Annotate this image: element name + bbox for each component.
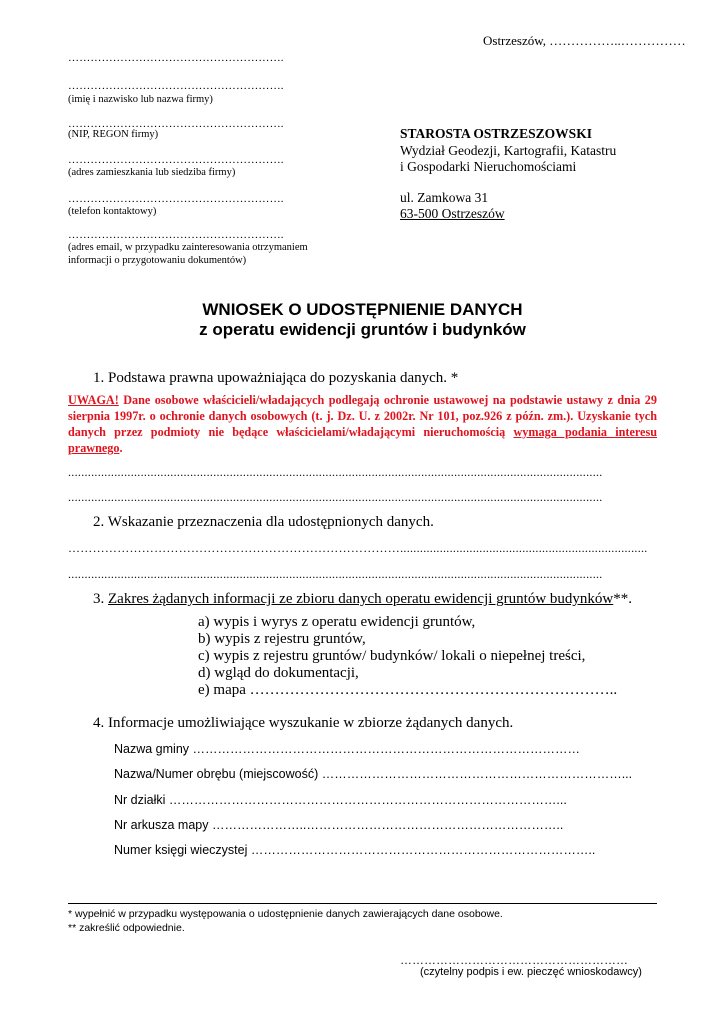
footnote-2: ** zakreślić odpowiednie. xyxy=(68,922,185,934)
signature-label: (czytelny podpis i ew. pieczęć wnioskodawcy) xyxy=(420,966,642,978)
applicant-address-field[interactable]: …………………………………………………. xyxy=(68,154,284,166)
place-date[interactable]: Ostrzeszów, ……………..…………… xyxy=(483,33,686,48)
applicant-address-label: (adres zamieszkania lub siedziba firmy) xyxy=(68,167,236,178)
signature-field[interactable]: ………………………………………………… xyxy=(400,953,628,967)
applicant-nip-field[interactable]: …………………………………………………. xyxy=(68,118,284,130)
field-precinct[interactable]: Nazwa/Numer obrębu (miejscowość) ………………………………………………………………... xyxy=(114,767,633,781)
section-2-label: 2. Wskazanie przeznaczenia dla udostępnionych danych. xyxy=(93,514,434,530)
section-2-fill-line-1[interactable]: ………………………………………………………………………........................................................................... xyxy=(68,541,648,555)
field-plot-number[interactable]: Nr działki …………………………………………………………………………………... xyxy=(114,793,567,807)
scope-option-e[interactable]: e) mapa ……………………………………………………………….. xyxy=(198,682,618,698)
applicant-email-label-1: (adres email, w przypadku zainteresowania otrzymaniem xyxy=(68,242,308,253)
section-1-label: 1. Podstawa prawna upoważniająca do pozyskania danych. * xyxy=(93,370,459,386)
personal-data-warning xyxy=(68,392,657,456)
section-3-end: **. xyxy=(613,591,632,607)
applicant-phone-field[interactable]: …………………………………………………. xyxy=(68,193,284,205)
field-map-sheet[interactable]: Nr arkusza mapy …………………..…………………………………………………….. xyxy=(114,818,564,832)
section-3-title: Zakres żądanych informacji ze zbioru danych operatu ewidencji gruntów budynków xyxy=(108,591,614,607)
warning-body: Dane osobowe właścicieli/władających podlegają ochronie ustawowej na podstawie ustawy z dnia 29 sierpnia 1997r. o ochronie danych osobowych (t. j. Dz. U. z 2002r. Nr 101, poz.926 z późn. zm.). Uzyskanie tych danych przez podmioty nie będące właścicielami/władającymi nieruchomością xyxy=(68,393,657,439)
warning-heading: UWAGA! xyxy=(68,393,119,407)
document-title-line-2: z operatu ewidencji gruntów i budynków xyxy=(199,320,526,339)
recipient-city: 63-500 Ostrzeszów xyxy=(400,206,505,221)
section-3-number: 3. xyxy=(93,591,108,607)
footnote-divider xyxy=(68,903,657,904)
applicant-email-field[interactable]: …………………………………………………. xyxy=(68,229,284,241)
section-4-label: 4. Informacje umożliwiające wyszukanie w zbiorze żądanych danych. xyxy=(93,715,514,731)
applicant-name-label: (imię i nazwisko lub nazwa firmy) xyxy=(68,94,213,105)
applicant-nip-label: (NIP, REGON firmy) xyxy=(68,129,159,140)
recipient-street: ul. Zamkowa 31 xyxy=(400,190,489,205)
scope-option-a[interactable]: a) wypis i wyrys z operatu ewidencji gruntów, xyxy=(198,614,476,630)
applicant-line-1[interactable]: …………………………………………………. xyxy=(68,52,284,64)
warning-end: . xyxy=(119,441,123,455)
applicant-phone-label: (telefon kontaktowy) xyxy=(68,206,157,217)
field-municipality[interactable]: Nazwa gminy ………………………………………………………………………………… xyxy=(114,742,580,756)
applicant-email-label-2: informacji o przygotowaniu dokumentów) xyxy=(68,255,247,266)
recipient-title: STAROSTA OSTRZESZOWSKI xyxy=(400,126,592,141)
scope-option-b[interactable]: b) wypis z rejestru gruntów, xyxy=(198,631,366,647)
section-1-fill-line-2[interactable]: .................................................................................................................................................................. xyxy=(68,490,603,504)
warning-legal-interest: wymaga podania interesu prawnego xyxy=(68,425,657,455)
recipient-dept-2: i Gospodarki Nieruchomościami xyxy=(400,159,577,174)
document-title-line-1: WNIOSEK O UDOSTĘPNIENIE DANYCH xyxy=(202,300,523,319)
recipient-dept-1: Wydział Geodezji, Kartografii, Katastru xyxy=(400,143,617,158)
scope-option-c[interactable]: c) wypis z rejestru gruntów/ budynków/ lokali o niepełnej treści, xyxy=(198,648,586,664)
section-3-label xyxy=(93,591,632,608)
footnote-1: * wypełnić w przypadku występowania o udostępnienie danych zawierających dane osobowe. xyxy=(68,908,503,920)
scope-option-d[interactable]: d) wgląd do dokumentacji, xyxy=(198,665,359,681)
field-land-register[interactable]: Numer księgi wieczystej ……………………………………………………………………….. xyxy=(114,843,596,857)
section-1-fill-line-1[interactable]: .................................................................................................................................................................. xyxy=(68,465,603,479)
applicant-name-field[interactable]: …………………………………………………. xyxy=(68,80,284,92)
section-2-fill-line-2[interactable]: .................................................................................................................................................................. xyxy=(68,567,603,581)
